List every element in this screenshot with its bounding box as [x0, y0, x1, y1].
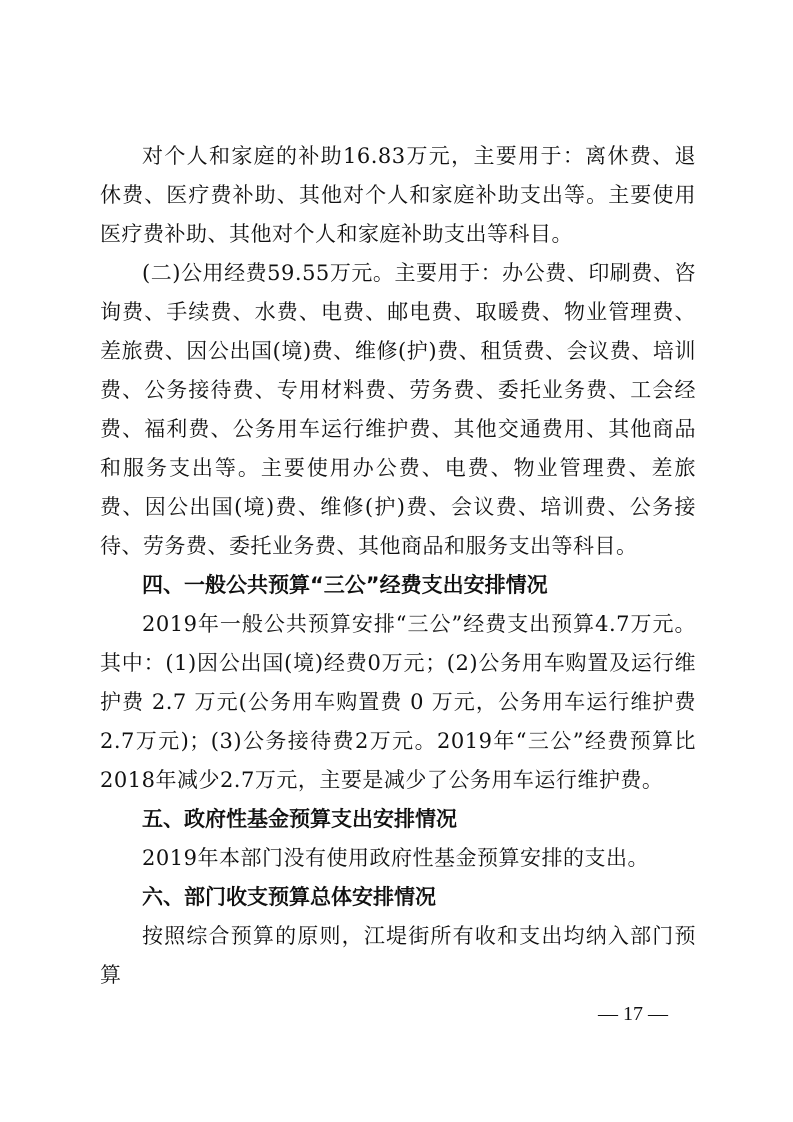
document-body [100, 137, 696, 995]
paragraph-three-public-expenses: 2019年一般公共预算安排“三公”经费支出预算4.7万元。其中：(1)因公出国(境)经费0万元；(2)公务用车购置及运行维护费 2.7 万元(公务用车购置费 0 万元，公务用车运行维护费2.7万元)；(3)公务接待费2万元。2019年“三公”经费预算比2018年减少2.7万元，主要是减少了公务用车运行维护费。 [100, 612, 696, 792]
paragraph-overall-budget: 按照综合预算的原则，江堤街所有收和支出均纳入部门预算 [100, 924, 696, 987]
paragraph-personal-family-subsidy: 对个人和家庭的补助16.83万元，主要用于：离休费、退休费、医疗费补助、其他对个人和家庭补助支出等。主要使用医疗费补助、其他对个人和家庭补助支出等科目。 [100, 144, 696, 246]
section-heading-government-fund: 五、政府性基金预算支出安排情况 [142, 807, 457, 831]
paragraph-public-expenses: (二)公用经费59.55万元。主要用于：办公费、印刷费、咨询费、手续费、水费、电费、邮电费、取暖费、物业管理费、差旅费、因公出国(境)费、维修(护)费、租赁费、会议费、培训费、公务接待费、专用材料费、劳务费、委托业务费、工会经费、福利费、公务用车运行维护费、其他交通费用、其他商品和服务支出等。主要使用办公费、电费、物业管理费、差旅费、因公出国(境)费、维修(护)费、会议费、培训费、公务接待、劳务费、委托业务费、其他商品和服务支出等科目。 [100, 261, 696, 558]
section-heading-overall-budget: 六、部门收支预算总体安排情况 [142, 885, 436, 909]
paragraph-government-fund: 2019年本部门没有使用政府性基金预算安排的支出。 [142, 846, 649, 870]
section-heading-three-public-expenses: 四、一般公共预算“三公”经费支出安排情况 [142, 573, 548, 597]
page-number: — 17 — [598, 1003, 668, 1025]
